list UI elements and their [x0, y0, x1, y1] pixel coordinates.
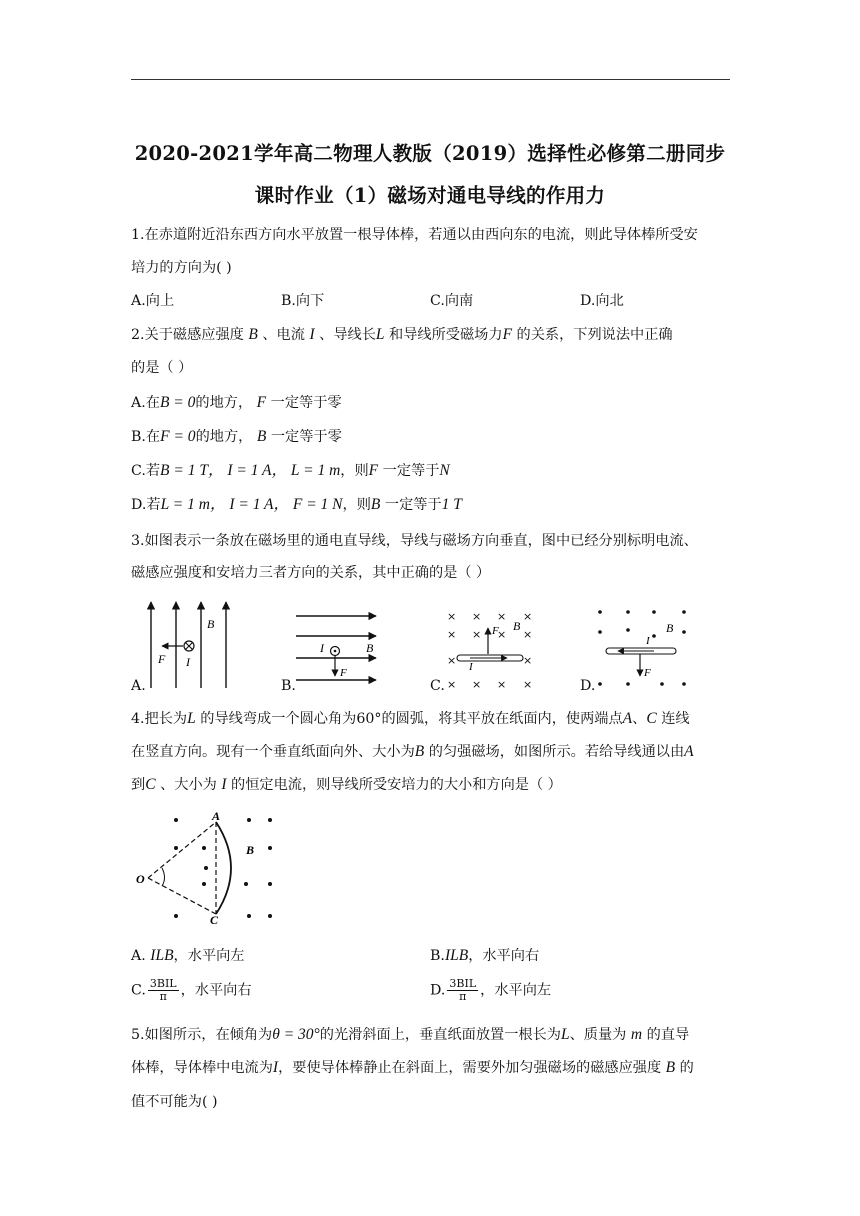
q2-option-c: C.若B = 1 T， I = 1 A， L = 1 m，则F 一定等于N: [131, 462, 450, 479]
q4-option-d: D. $\frac{\text{3BIL}}{\pi}$ ，水平向左: [430, 977, 552, 1003]
q2-line-2: 的是（ ）: [131, 360, 193, 376]
q2-line-1: 2.关于磁感应强度 B 、电流 I 、导线长L 和导线所受磁场力F 的关系，下列说法中正确: [131, 326, 673, 343]
q4-option-c: C. $\frac{\text{3BIL}}{\pi}$ ，水平向右: [131, 977, 252, 1003]
svg-text:×: ×: [523, 654, 533, 667]
q4-line-1: 4.把长为L 的导线弯成一个圆心角为60°的圆弧，将其平放在纸面内，使两端点A、C 连线: [131, 710, 690, 727]
fig-d-label-f: F: [644, 667, 651, 679]
svg-text:×: ×: [447, 654, 457, 667]
q5-line-2: 体棒，导体棒中电流为I，要使导体棒静止在斜面上，需要外加匀强磁场的磁感应强度 B 的: [131, 1059, 694, 1076]
svg-text:×: ×: [447, 678, 457, 691]
q2-option-b: B.在F = 0的地方， B 一定等于零: [131, 428, 342, 445]
svg-text:×: ×: [497, 610, 507, 623]
fig-a-label-f: F: [158, 652, 166, 666]
q3-option-c-label: C.: [430, 678, 445, 694]
q3-figure-d: [592, 606, 692, 692]
q4-fig-label-o: O: [136, 872, 145, 886]
fig-c-label-b: B: [513, 619, 521, 633]
svg-text:×: ×: [472, 628, 482, 641]
svg-text:×: ×: [472, 610, 482, 623]
q3-figure-c: [445, 610, 545, 692]
fig-a-label-i: I: [186, 655, 190, 669]
q3-line-1: 3.如图表示一条放在磁场里的通电直导线，导线与磁场方向垂直，图中已经分别标明电流、: [131, 533, 698, 549]
fig-d-label-i: I: [646, 635, 650, 647]
q3-option-a-label: A.: [131, 678, 146, 694]
q3-option-d-label: D.: [580, 678, 596, 694]
q4-fig-label-b: B: [246, 843, 255, 857]
svg-text:×: ×: [497, 678, 507, 691]
q4-figure: [134, 812, 279, 924]
svg-text:×: ×: [523, 610, 533, 623]
svg-text:×: ×: [523, 678, 533, 691]
q5-line-1: 5.如图所示，在倾角为θ = 30°的光滑斜面上，垂直纸面放置一根长为L、质量为 m 的直导: [131, 1026, 690, 1043]
q4-line-3: 到C 、大小为 I 的恒定电流，则导线所受安培力的大小和方向是（ ）: [131, 776, 562, 793]
q4-fig-label-c: C: [210, 913, 219, 924]
fig-c-label-i: I: [469, 661, 473, 673]
q3-line-2: 磁感应强度和安培力三者方向的关系，其中正确的是（ ）: [131, 565, 491, 581]
fig-b-label-b: B: [366, 641, 374, 655]
title-line-2: 课时作业（1）磁场对通电导线的作用力: [254, 184, 606, 207]
q3-option-b-label: B.: [281, 678, 296, 694]
svg-text:×: ×: [447, 628, 457, 641]
fig-b-label-i: I: [320, 641, 324, 655]
svg-text:×: ×: [447, 610, 457, 623]
q1-line-1: 1.在赤道附近沿东西方向水平放置一根导体棒，若通以由西向东的电流，则此导体棒所受安: [131, 227, 698, 243]
svg-text:×: ×: [523, 628, 533, 641]
q4-option-b: B.ILB，水平向右: [430, 947, 540, 964]
q1-option-c: C.向南: [430, 293, 474, 309]
fig-d-label-b: B: [666, 621, 674, 635]
fig-b-label-f: F: [340, 667, 347, 679]
header-rule: [131, 79, 730, 80]
q1-option-d: D.向北: [580, 293, 624, 309]
q4-option-a: A. ILB，水平向左: [131, 947, 245, 964]
q3-figure-b: [290, 606, 390, 692]
q5-line-3: 值不可能为( ): [131, 1094, 218, 1110]
title-line-1: 2020-2021学年高二物理人教版（2019）选择性必修第二册同步: [134, 142, 726, 165]
q2-option-d: D.若L = 1 m， I = 1 A， F = 1 N，则B 一定等于1 T: [131, 496, 462, 513]
svg-text:×: ×: [472, 678, 482, 691]
fig-c-label-f: F: [492, 625, 499, 637]
fig-a-label-b: B: [207, 617, 215, 631]
svg-text:×: ×: [497, 628, 507, 641]
q1-option-b: B.向下: [281, 293, 325, 309]
q4-line-2: 在竖直方向。现有一个垂直纸面向外、大小为B 的匀强磁场，如图所示。若给导线通以由A: [131, 743, 694, 760]
q1-line-2: 培力的方向为( ): [131, 260, 232, 276]
q4-fig-label-a: A: [212, 812, 221, 823]
q2-option-a: A.在B = 0的地方， F 一定等于零: [131, 394, 342, 411]
q1-option-a: A.向上: [131, 293, 175, 309]
q3-figure-a: [131, 596, 241, 692]
